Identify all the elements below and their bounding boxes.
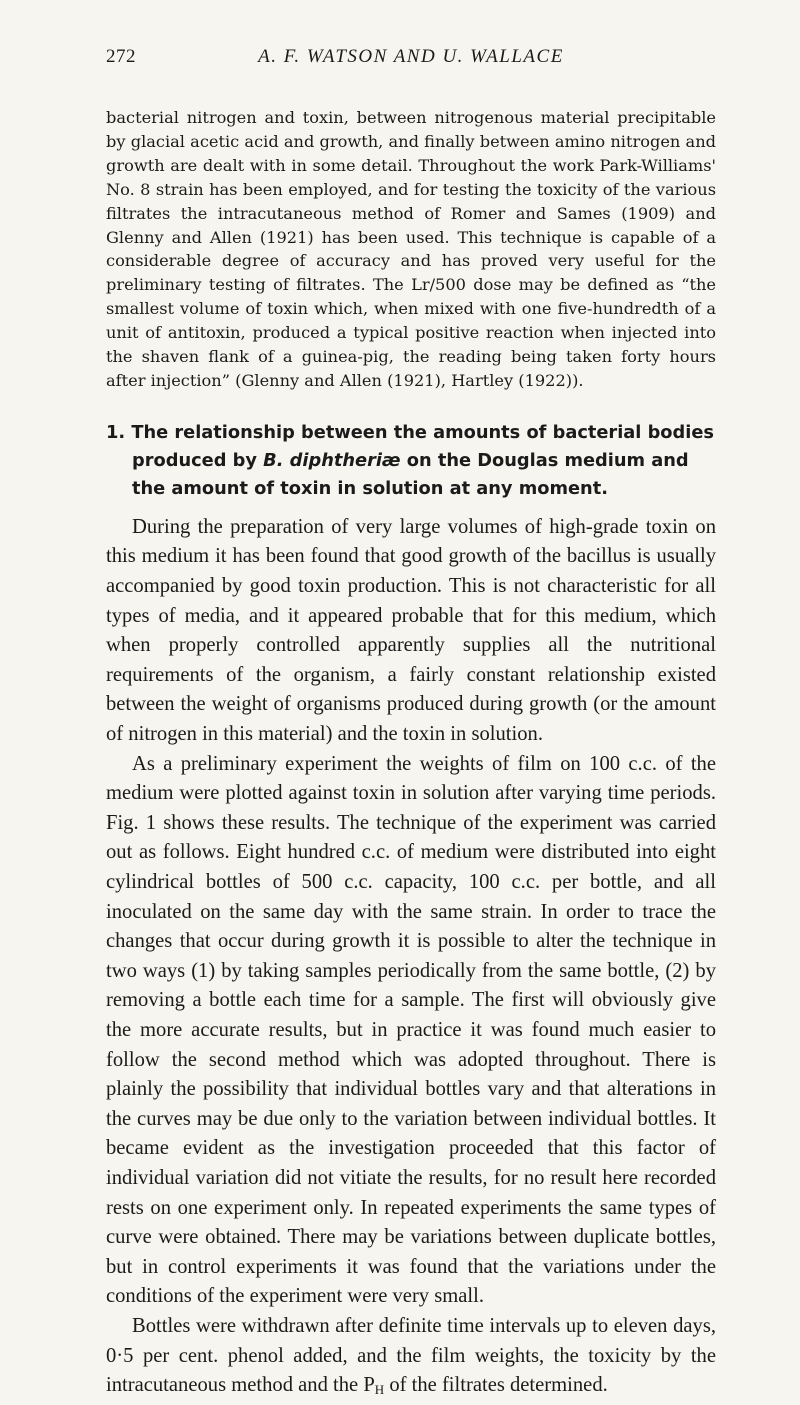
page-number: 272 — [106, 46, 136, 67]
section-heading-text — [106, 419, 716, 503]
intro-paragraph: bacterial nitrogen and toxin, between nitrogenous material precipitable by glacial acetic acid and growth, and finally between amino nitrogen and growth are dealt with in some detail. Throughout the work Park-Williams' No. 8 strain has been employed, and for testing the toxicity of the various filtrates the intracutaneous method of Romer and Sames (1909) and Glenny and Allen (1921) has been used. This technique is capable of a considerable degree of accuracy and has proved very useful for the preliminary testing of filtrates. The Lr/500 dose may be defined as “the smallest volume of toxin which, when mixed with one five-hundredth of a unit of antitoxin, produced a typical positive reaction when injected into the shaven flank of a guinea-pig, the reading being taken forty hours after injection” (Glenny and Allen (1921), Hartley (1922)). — [106, 108, 716, 390]
ph-subscript: H — [374, 1382, 385, 1398]
body-paragraph-3-text: Bottles were withdrawn after definite time intervals up to eleven days, 0·5 per cent. phenol added, and the film weights, the toxicity by the intracutaneous method and the P — [106, 1314, 716, 1397]
section-title-end: on the Douglas medium and the amount of toxin in solution at any moment. — [132, 449, 689, 499]
body-text — [106, 513, 716, 1405]
section-title-start: The relationship between the amounts of bacterial bodies produced by — [131, 421, 714, 471]
running-head — [106, 46, 716, 76]
body-paragraph-1: During the preparation of very large volumes of high-grade toxin on this medium it has been found that good growth of the bacillus is usually accompanied by good toxin production. This is not characteristic for all types of media, and it appeared probable that for this medium, which when properly controlled apparently supplies all the nutritional requirements of the organism, a fairly constant relationship existed between the weight of organisms produced during growth (or the amount of nitrogen in this material) and the toxin in solution. — [106, 515, 716, 746]
running-head-authors: A. F. WATSON AND U. WALLACE — [258, 46, 564, 67]
section-title-organism: B. diphtheriæ — [263, 449, 401, 471]
body-paragraph-3 — [106, 1312, 716, 1405]
intro-text — [106, 106, 716, 393]
section-number: 1. — [106, 421, 126, 443]
section-heading — [106, 419, 716, 503]
body-paragraph-2: As a preliminary experiment the weights of film on 100 c.c. of the medium were plotted against toxin in solution after varying time periods. Fig. 1 shows these results. The technique of the experiment was carried out as follows. Eight hundred c.c. of medium were distributed into eight cylindrical bottles of 500 c.c. capacity, 100 c.c. per bottle, and all inoculated on the same day with the same strain. In order to trace the changes that occur during growth it is possible to alter the technique in two ways (1) by taking samples periodically from the same bottle, (2) by removing a bottle each time for a sample. The first will obviously give the more accurate results, but in practice it was found much easier to follow the second method which was adopted throughout. There is plainly the possibility that individual bottles vary and that alterations in the curves may be due only to the variation between individual bottles. It became evident as the investigation proceeded that this factor of individual variation did not vitiate the results, for no result here recorded rests on one experiment only. In repeated experiments the same types of curve were obtained. There may be variations between duplicate bottles, but in control experiments it was found that the variations under the conditions of the experiment were very small. — [106, 752, 716, 1308]
body-paragraph-3-end: of the filtrates determined. — [384, 1374, 608, 1397]
